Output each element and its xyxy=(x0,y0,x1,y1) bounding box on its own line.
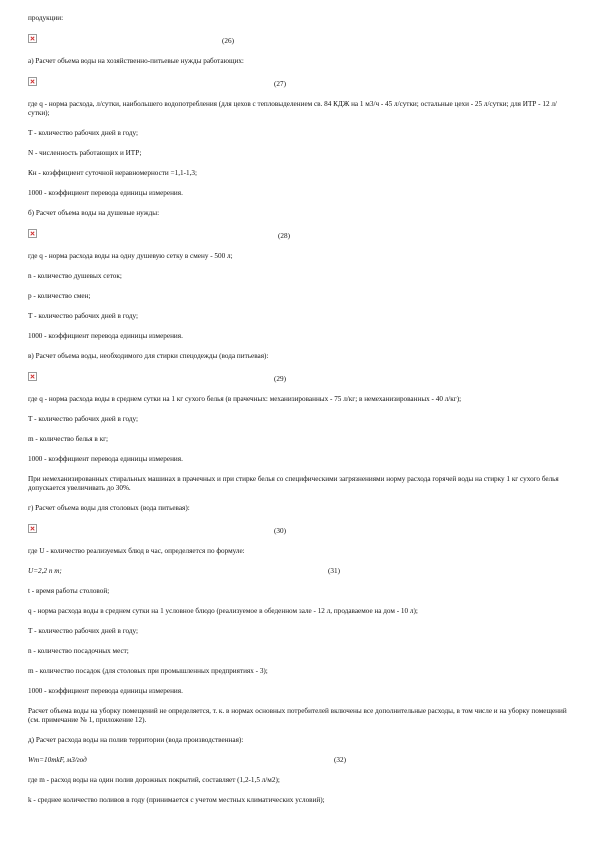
n-seats-definition: n - количество посадочных мест; xyxy=(28,647,129,655)
broken-image-icon xyxy=(28,372,37,381)
document-page xyxy=(28,14,568,816)
broken-image-icon xyxy=(28,524,37,533)
t-definition: Т - количество рабочих дней в году; xyxy=(28,129,139,137)
coefficient-definition: 1000 - коэффициент перевода единицы измерения. xyxy=(28,189,183,197)
heading-v: в) Расчет объема воды, необходимого для стирки спецодежды (вода питьевая): xyxy=(28,352,269,360)
heading-g: г) Расчет объема воды для столовых (вода питьевая): xyxy=(28,504,190,512)
note-cleaning: Расчет объема воды на уборку помещений не определяется, т. к. в нормах основных потребителей включены все дополнительные расходы, в том числе и на уборку помещений (см. примечание № 1, приложение 12). xyxy=(28,707,567,724)
u-definition: где U - количество реализуемых блюд в час, определяется по формуле: xyxy=(28,547,245,555)
coefficient-definition: 1000 - коэффициент перевода единицы измерения. xyxy=(28,332,183,340)
formula-number: (28) xyxy=(278,232,290,240)
formula-28 xyxy=(28,229,568,241)
formula-29 xyxy=(28,372,568,384)
heading-b: б) Расчет объема воды на душевые нужды: xyxy=(28,209,160,217)
n-definition: N - численность работающих и ИТР; xyxy=(28,149,142,157)
note-washing: При немеханизированных стиральных машинах в прачечных и при стирке белья со специфическими загрязнениями норму расхода горячей воды на стирку 1 кг сухого белья допускается увеличивать до 30%. xyxy=(28,475,559,492)
t-time-definition: t - время работы столовой; xyxy=(28,587,110,595)
t-definition: Т - количество рабочих дней в году; xyxy=(28,312,139,320)
q-definition-v: где q - норма расхода воды в среднем сутки на 1 кг сухого белья (в прачечных: механизированных - 75 л/кг; в немеханизированных - 40 л/кг); xyxy=(28,395,462,403)
formula-30 xyxy=(28,524,568,536)
formula-number: (29) xyxy=(274,375,286,383)
formula-number: (27) xyxy=(274,80,286,88)
n-setok-definition: n - количество душевых сеток; xyxy=(28,272,122,280)
broken-image-icon xyxy=(28,229,37,238)
q-definition-a: где q - норма расхода, л/сутки, наибольшего водопотребления (для цехов с тепловыделением св. 84 КДЖ на 1 м3/ч - 45 л/сутки; остальные цехи - 25 л/сутки; для ИТР - 12 л/сутки); xyxy=(28,100,557,117)
equation-text: Wт=10mkF, м3/год xyxy=(28,756,87,764)
heading-d: д) Расчет расхода воды на полив территории (вода производственная): xyxy=(28,736,244,744)
formula-27 xyxy=(28,77,568,89)
t-definition: Т - количество рабочих дней в году; xyxy=(28,627,139,635)
broken-image-icon xyxy=(28,34,37,43)
q-definition-b: где q - норма расхода воды на одну душевую сетку в смену - 500 л; xyxy=(28,252,233,260)
t-definition: Т - количество рабочих дней в году; xyxy=(28,415,139,423)
coefficient-definition: 1000 - коэффициент перевода единицы измерения. xyxy=(28,687,183,695)
equation-31 xyxy=(28,567,568,576)
top-fragment: продукции: xyxy=(28,14,64,22)
formula-26 xyxy=(28,34,568,46)
m-belya-definition: m - количество белья в кг; xyxy=(28,435,109,443)
equation-text: U=2,2 n m; xyxy=(28,567,62,575)
kn-definition: Кн - коэффициент суточной неравномерности =1,1-1,3; xyxy=(28,169,197,177)
broken-image-icon xyxy=(28,77,37,86)
m-definition: где m - расход воды на один полив дорожных покрытий, составляет (1,2-1,5 л/м2); xyxy=(28,776,280,784)
heading-a: а) Расчет объема воды на хозяйственно-питьевые нужды работающих: xyxy=(28,57,244,65)
equation-32 xyxy=(28,756,568,765)
formula-number: (26) xyxy=(222,37,234,45)
formula-number: (30) xyxy=(274,527,286,535)
m-posadok-definition: m - количество посадок (для столовых при промышленных предприятиях - 3); xyxy=(28,667,268,675)
k-definition: k - среднее количество поливов в году (принимается с учетом местных климатических условий); xyxy=(28,796,325,804)
q-definition-g: q - норма расхода воды в среднем сутки на 1 условное блюдо (реализуемое в обеденном зале - 12 л, продаваемое на дом - 10 л); xyxy=(28,607,418,615)
coefficient-definition: 1000 - коэффициент перевода единицы измерения. xyxy=(28,455,183,463)
formula-number: (31) xyxy=(328,567,340,575)
p-smen-definition: р - количество смен; xyxy=(28,292,91,300)
formula-number: (32) xyxy=(334,756,346,764)
